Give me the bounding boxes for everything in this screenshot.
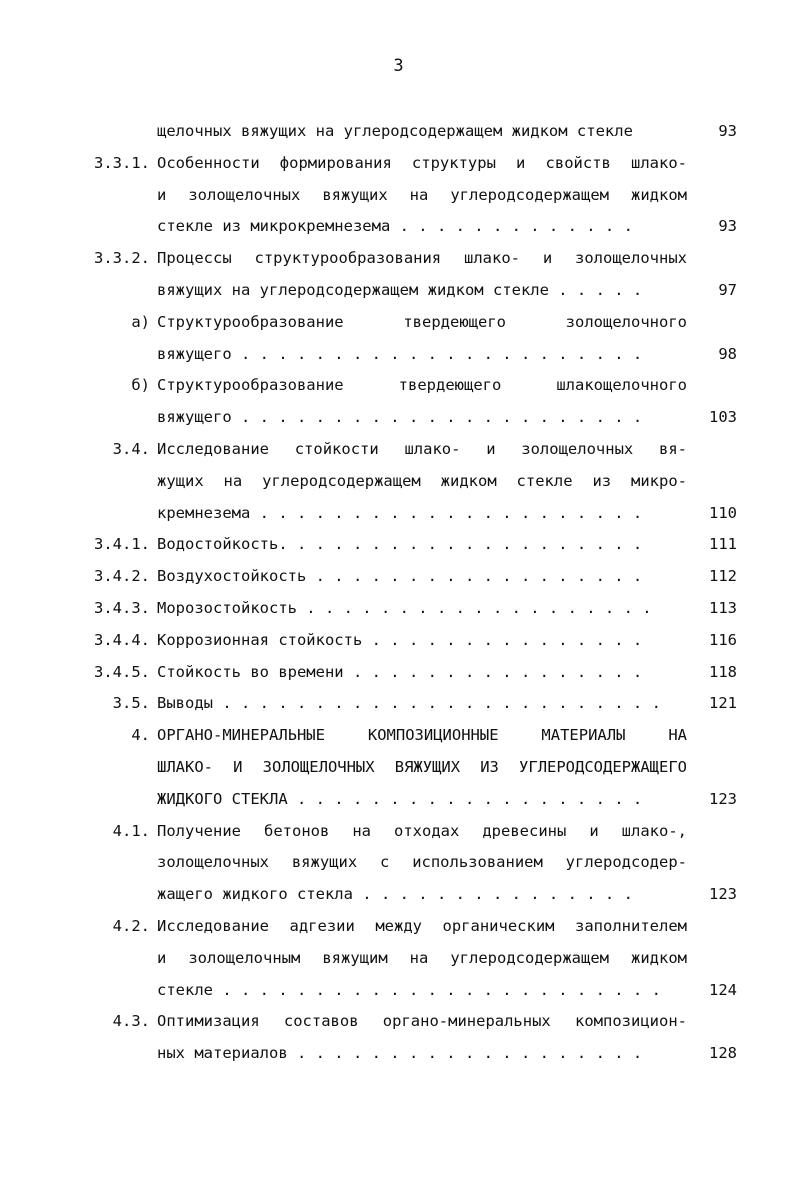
toc-entry-line [0, 466, 797, 498]
toc-entry-page: 118 [709, 662, 737, 681]
toc-entry-text: Морозостойкость . . . . . . . . . . . . . . . . . . . [157, 598, 652, 617]
toc-entry-number: 4.1. [112, 821, 150, 840]
toc-entry-number: 3.4.2. [94, 567, 150, 586]
toc-entry-number: 3.5. [112, 694, 150, 713]
toc-entry-line [0, 561, 797, 593]
toc-entry-text: кремнезема . . . . . . . . . . . . . . . . . . . . . [157, 503, 643, 522]
toc-entry [0, 561, 797, 593]
toc-entry [0, 1006, 797, 1070]
toc-entry [0, 593, 797, 625]
toc-entry [0, 657, 797, 689]
toc-entry-page: 110 [709, 503, 737, 522]
table-of-contents [0, 116, 797, 1070]
toc-entry-text: вяжущих на углеродсодержащем жидком стекле . . . . . [157, 280, 643, 299]
toc-entry-line [0, 847, 797, 879]
toc-entry [0, 116, 797, 148]
toc-entry-text: ЖИДКОГО СТЕКЛА . . . . . . . . . . . . . . . . . . . [157, 789, 643, 808]
toc-entry-number: 3.4.5. [94, 662, 150, 681]
toc-entry-text: ных материалов . . . . . . . . . . . . . . . . . . . [157, 1044, 643, 1063]
toc-entry [0, 625, 797, 657]
toc-entry-line [0, 434, 797, 466]
toc-entry-text: и золощелочных вяжущих на углеродсодержащем жидком [157, 185, 687, 204]
toc-entry-text: ОРГАНО-МИНЕРАЛЬНЫЕ КОМПОЗИЦИОННЫЕ МАТЕРИАЛЫ НА [157, 726, 687, 745]
toc-entry-page: 128 [709, 1044, 737, 1063]
toc-entry-text: Исследование адгезии между органическим заполнителем [157, 916, 687, 935]
toc-entry-text: Исследование стойкости шлако- и золощелочных вя- [157, 439, 687, 458]
toc-entry-line [0, 339, 797, 371]
toc-entry-line [0, 879, 797, 911]
toc-entry [0, 529, 797, 561]
toc-entry-text: золощелочных вяжущих с использованием углеродсодер- [157, 853, 687, 872]
toc-entry-line [0, 116, 797, 148]
toc-entry-text: ШЛАКО- И ЗОЛОЩЕЛОЧНЫХ ВЯЖУЩИХ ИЗ УГЛЕРОДСОДЕРЖАЩЕГО [157, 757, 687, 776]
toc-entry-page: 93 [718, 217, 737, 236]
toc-entry [0, 243, 797, 307]
toc-entry-text: Воздухостойкость . . . . . . . . . . . . . . . . . . [157, 567, 643, 586]
toc-entry-number: 3.3.2. [94, 249, 150, 268]
toc-entry-page: 97 [718, 280, 737, 299]
toc-entry-page: 123 [709, 885, 737, 904]
toc-entry-line [0, 911, 797, 943]
toc-entry [0, 370, 797, 434]
toc-entry [0, 434, 797, 529]
toc-entry-text: стекле . . . . . . . . . . . . . . . . . . . . . . . . [157, 980, 661, 999]
toc-entry-page: 93 [718, 122, 737, 140]
toc-entry-page: 124 [709, 980, 737, 999]
toc-entry-text: Выводы . . . . . . . . . . . . . . . . . . . . . . . . [157, 694, 661, 713]
toc-entry-line [0, 784, 797, 816]
toc-entry-page: 121 [709, 694, 737, 713]
toc-entry-page: 111 [709, 535, 737, 554]
toc-entry-line [0, 625, 797, 657]
toc-entry-text: щелочных вяжущих на углеродсодержащем жидком стекле [157, 122, 633, 140]
toc-entry-page: 98 [718, 344, 737, 363]
toc-entry-number: а) [131, 312, 150, 331]
toc-entry [0, 816, 797, 911]
toc-entry-number: 4.3. [112, 1012, 150, 1031]
toc-entry-number: 4.2. [112, 916, 150, 935]
toc-entry-line [0, 720, 797, 752]
toc-entry-line [0, 498, 797, 530]
toc-entry-text: Оптимизация составов органо-минеральных композицион- [157, 1012, 687, 1031]
toc-entry-text: Получение бетонов на отходах древесины и шлако-, [157, 821, 687, 840]
toc-entry [0, 688, 797, 720]
toc-entry-page: 116 [709, 630, 737, 649]
toc-entry-line [0, 211, 797, 243]
toc-entry-line [0, 275, 797, 307]
toc-entry-line [0, 1038, 797, 1070]
toc-entry-text: стекле из микрокремнезема . . . . . . . . . . . . . [157, 217, 633, 236]
toc-entry [0, 307, 797, 371]
toc-entry-text: Коррозионная стойкость . . . . . . . . . . . . . . . [157, 630, 643, 649]
page-number: 3 [393, 56, 404, 76]
toc-entry-line [0, 180, 797, 212]
toc-entry-text: вяжущего . . . . . . . . . . . . . . . . . . . . . . [157, 344, 643, 363]
toc-entry-line [0, 370, 797, 402]
toc-entry-text: Структурообразование твердеющего шлакощелочного [157, 376, 687, 395]
toc-entry-line [0, 752, 797, 784]
toc-entry-line [0, 307, 797, 339]
toc-entry-page: 112 [709, 567, 737, 586]
toc-entry-line [0, 688, 797, 720]
toc-entry [0, 911, 797, 1006]
toc-entry-line [0, 529, 797, 561]
toc-entry-line [0, 1006, 797, 1038]
toc-entry-page: 123 [709, 789, 737, 808]
toc-entry-text: вяжущего . . . . . . . . . . . . . . . . . . . . . . [157, 408, 643, 427]
toc-entry-line [0, 816, 797, 848]
toc-entry-number: 3.4.4. [94, 630, 150, 649]
toc-entry-text: Процессы структурообразования шлако- и золощелочных [157, 249, 687, 268]
toc-entry-text: жащего жидкого стекла . . . . . . . . . . . . . . . [157, 885, 633, 904]
toc-entry-text: жущих на углеродсодержащем жидком стекле из микро- [157, 471, 687, 490]
toc-entry-number: 4. [131, 726, 150, 745]
toc-entry-line [0, 975, 797, 1007]
toc-entry-text: и золощелочным вяжущим на углеродсодержащем жидком [157, 948, 687, 967]
toc-entry-page: 103 [709, 408, 737, 427]
toc-entry-line [0, 243, 797, 275]
toc-entry-text: Структурообразование твердеющего золощелочного [157, 312, 687, 331]
toc-entry [0, 720, 797, 815]
toc-entry-text: Стойкость во времени . . . . . . . . . . . . . . . . [157, 662, 643, 681]
toc-entry-line [0, 657, 797, 689]
toc-entry-line [0, 593, 797, 625]
toc-entry-page: 113 [709, 598, 737, 617]
toc-entry [0, 148, 797, 243]
toc-entry-number: б) [131, 376, 150, 395]
toc-entry-text: Водостойкость. . . . . . . . . . . . . . . . . . . . [157, 535, 643, 554]
toc-entry-line [0, 402, 797, 434]
toc-entry-number: 3.3.1. [94, 153, 150, 172]
toc-entry-number: 3.4. [112, 439, 150, 458]
toc-entry-number: 3.4.3. [94, 598, 150, 617]
toc-entry-number: 3.4.1. [94, 535, 150, 554]
toc-entry-text: Особенности формирования структуры и свойств шлако- [157, 153, 687, 172]
toc-entry-line [0, 148, 797, 180]
toc-entry-line [0, 943, 797, 975]
